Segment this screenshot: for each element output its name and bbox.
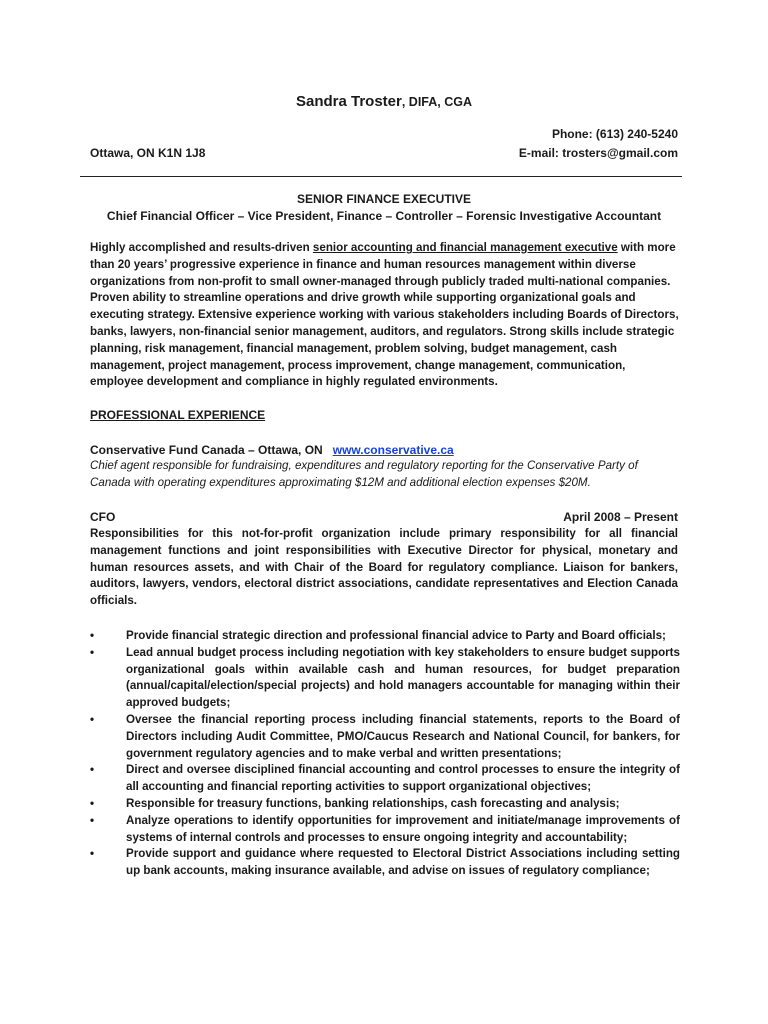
list-item-text: Provide support and guidance where requested to Electoral District Associations including setting up bank accounts, making insurance available, and advise on issues of regulatory compliance; <box>126 847 680 878</box>
list-item-text: Oversee the financial reporting process including financial statements, reports to the Board of Directors including Audit Committee, PMO/Caucus Research and National Council, for bankers, for government regulatory agencies and to make verbal and written presentations; <box>126 712 680 760</box>
list-item-text: Lead annual budget process including negotiation with key stakeholders to ensure budget supports organizational goals within available cash and human resources, for budget preparation (annual/capital/election/special projects) and hold managers accountable for managing within their approved budgets; <box>126 645 680 710</box>
professional-summary <box>90 240 680 391</box>
summary-body: with more than 20 years’ progressive experience in finance and human resources management within diverse organizations from non-profit to small owner-managed through publicly traded multi-national companies. Proven ability to streamline operations and drive growth while supporting organizational goals and executing strategy. Extensive experience working with various stakeholders including Boards of Directors, banks, lawyers, non-financial senior management, auditors, and regulators. Strong skills include strategic planning, risk management, financial management, problem solving, budget management, cash management, project management, process improvement, change management, communication, employee development and compliance in highly regulated environments. <box>90 241 679 389</box>
list-item-text: Direct and oversee disciplined financial accounting and control processes to ensure the integrity of all accounting and financial reporting activities to support organizational objectives; <box>126 763 680 794</box>
company-name: Conservative Fund Canada – Ottawa, ON <box>90 443 323 457</box>
credentials: , DIFA, CGA <box>401 95 473 109</box>
section-title-experience: PROFESSIONAL EXPERIENCE <box>90 408 266 422</box>
headline: SENIOR FINANCE EXECUTIVE <box>296 192 472 206</box>
list-item-text: Responsible for treasury functions, banking relationships, cash forecasting and analysis; <box>126 796 620 810</box>
list-item <box>90 796 680 813</box>
list-item <box>90 645 680 712</box>
list-item <box>90 813 680 847</box>
list-item-text: Analyze operations to identify opportunities for improvement and initiate/manage improvements of systems of internal controls and processes to ensure ongoing integrity and accountability; <box>126 813 680 844</box>
name-text: Sandra Troster <box>295 93 402 110</box>
summary-intro: Highly accomplished and results-driven <box>90 241 313 254</box>
email-address: E-mail: trosters@gmail.com <box>518 146 678 160</box>
list-item <box>90 846 680 880</box>
job-title: CFO <box>90 510 116 524</box>
candidate-name <box>0 93 768 110</box>
company-line <box>90 443 454 457</box>
bullet-icon: • <box>90 847 95 861</box>
summary-emphasis: senior accounting and financial management executive <box>312 241 618 254</box>
company-website-link[interactable]: www.conservative.ca <box>332 443 454 457</box>
bullet-icon: • <box>90 629 95 642</box>
company-description: Chief agent responsible for fundraising, expenditures and regulatory reporting for the Conservative Party of Canada with operating expenditures approximating $12M and additional election expenses $20M. <box>90 459 638 489</box>
subheadline: Chief Financial Officer – Vice President, Finance – Controller – Forensic Investigative Accountant <box>106 209 662 223</box>
bullet-icon: • <box>90 796 95 810</box>
address: Ottawa, ON K1N 1J8 <box>90 146 206 160</box>
bullet-icon: • <box>90 712 95 726</box>
accomplishment-list <box>90 628 680 880</box>
header-divider <box>80 176 682 177</box>
list-item-text: Provide financial strategic direction and professional financial advice to Party and Board officials; <box>126 629 666 642</box>
job-dates: April 2008 – Present <box>563 510 678 524</box>
list-item <box>90 762 680 796</box>
list-item <box>90 712 680 762</box>
bullet-icon: • <box>90 763 95 777</box>
list-item <box>90 628 680 645</box>
bullet-icon: • <box>90 645 95 659</box>
phone-number: Phone: (613) 240-5240 <box>551 127 678 141</box>
job-responsibilities: Responsibilities for this not-for-profit organization include primary responsibility for all financial management functions and joint responsibilities with Executive Director for physical, monetary and human resources assets, and with Chair of the Board for regulatory compliance. Liaison for bankers, auditors, lawyers, vendors, electoral district associations, candidate representatives and Election Canada officials. <box>90 527 678 608</box>
bullet-icon: • <box>90 813 95 827</box>
